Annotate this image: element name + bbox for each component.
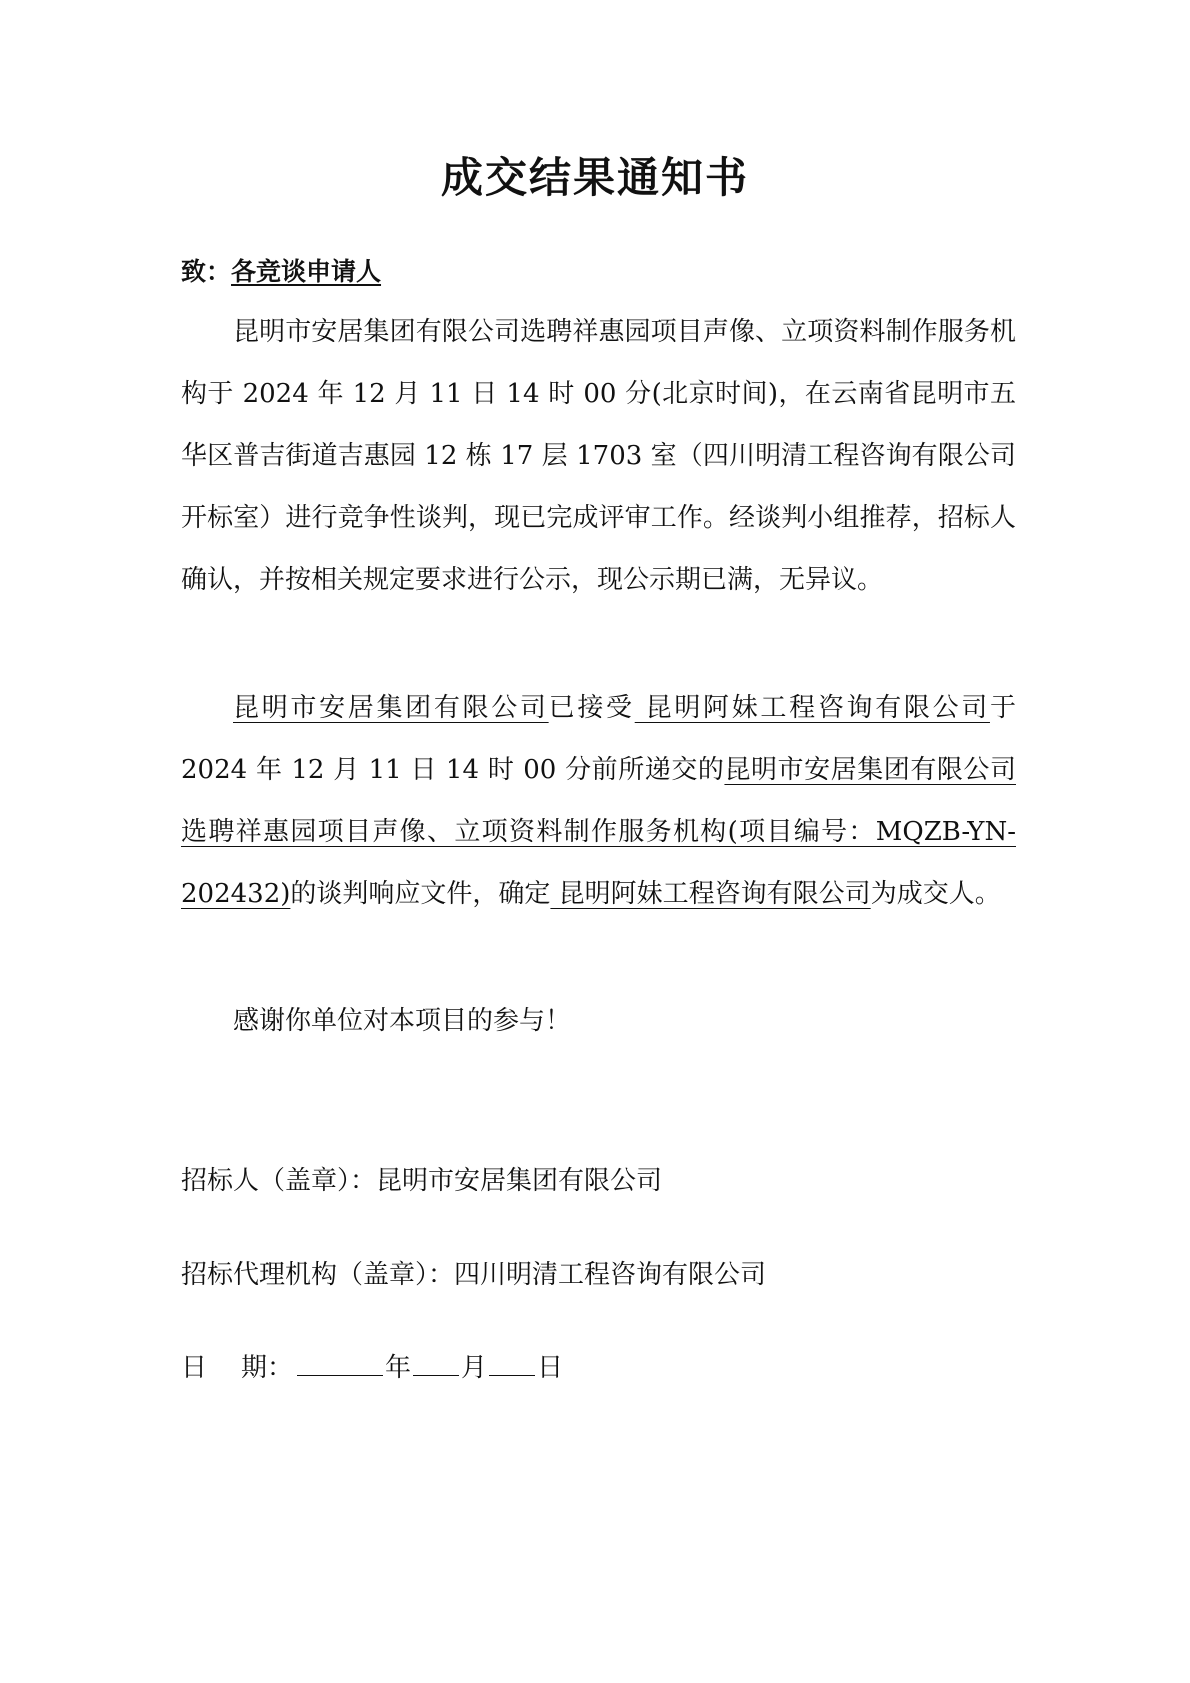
response-text: 的谈判响应文件，确定	[290, 879, 551, 909]
project-name: 昆明市安居集团有限公司选聘祥惠园项目声像、立项资料制作服务机构(项目编号：MQZB-YN-202432)	[181, 755, 1016, 909]
month-label: 月	[461, 1353, 488, 1383]
year-blank	[297, 1349, 383, 1376]
day-label: 日	[537, 1353, 564, 1383]
month-blank	[413, 1349, 459, 1376]
paragraph-award-decision	[181, 677, 1016, 925]
date-label-day-char: 日	[181, 1353, 208, 1383]
agency-signature-line: 招标代理机构（盖章）：四川明清工程咨询有限公司	[181, 1260, 767, 1290]
salutation-recipient: 各竞谈申请人	[231, 257, 382, 286]
date-line	[181, 1348, 563, 1388]
tenderer-signature-line: 招标人（盖章）：昆明市安居集团有限公司	[181, 1166, 663, 1196]
paragraph-thanks: 感谢你单位对本项目的参与！	[233, 1006, 572, 1036]
accepted-text: 已接受	[548, 693, 635, 723]
purchaser-name: 昆明市安居集团有限公司	[233, 693, 549, 723]
document-title: 成交结果通知书	[440, 153, 749, 202]
paragraph-review-summary: 昆明市安居集团有限公司选聘祥惠园项目声像、立项资料制作服务机构于 2024 年 12 月 11 日 14 时 00 分(北京时间)，在云南省昆明市五华区普吉街道吉惠园 12 栋 17 层 1703 室（四川明清工程咨询有限公司开标室）进行竞争性谈判，现已完成评审工作。经谈判小组推荐，招标人确认，并按相关规定要求进行公示，现公示期已满，无异议。	[181, 317, 1016, 595]
salutation-prefix: 致：	[181, 257, 232, 286]
day-blank	[489, 1349, 535, 1376]
year-label: 年	[385, 1353, 412, 1383]
supplier-name: 昆明阿妹工程咨询有限公司	[634, 693, 990, 723]
date-label-period-char: 期：	[241, 1353, 294, 1383]
submission-date-text: 于 2024 年 12 月 11 日 14 时 00 分前所递交的	[181, 693, 1016, 785]
winning-supplier-name: 昆明阿妹工程咨询有限公司	[550, 879, 871, 909]
award-ending-text: 为成交人。	[870, 879, 1001, 909]
salutation	[181, 254, 381, 290]
